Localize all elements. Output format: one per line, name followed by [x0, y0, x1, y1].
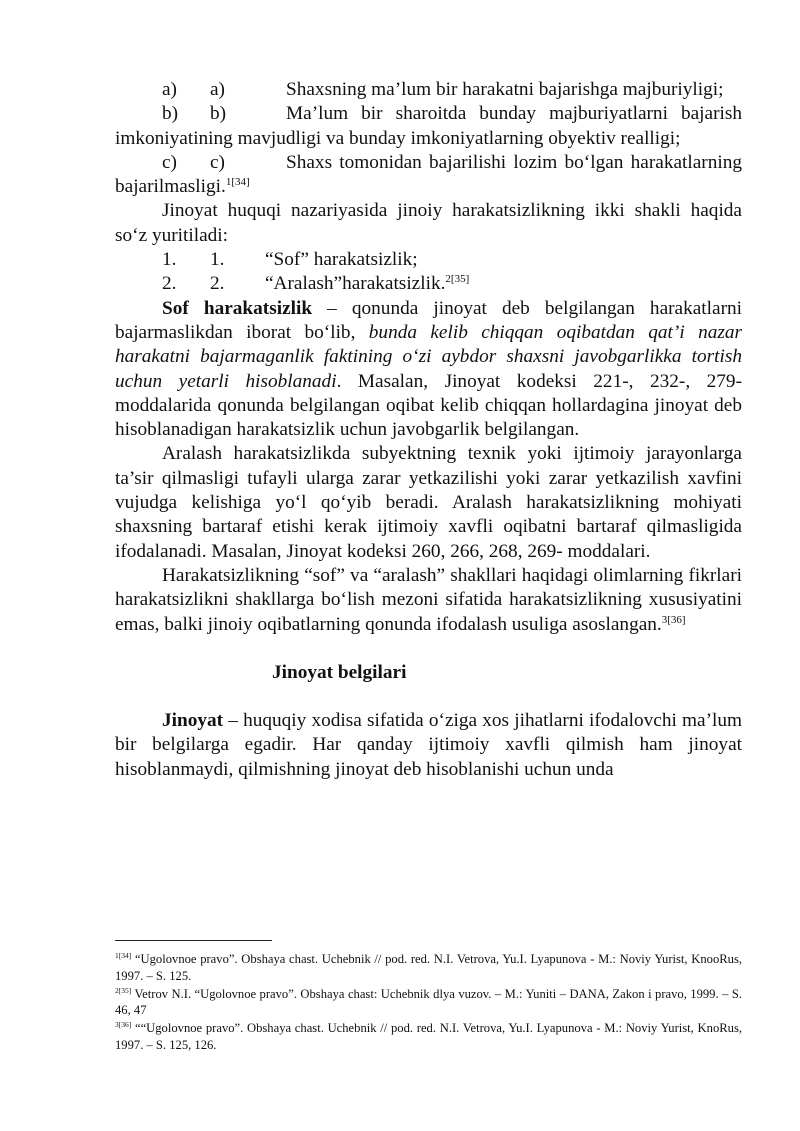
document-body	[115, 78, 742, 782]
footnote-separator	[115, 940, 272, 941]
list-item	[115, 78, 742, 102]
footnote: $^{1[34]}$ “Ugolovnoe pravo”. Obshaya chast. Uchebnik // pod. red. N.I. Vetrova, Yu.I. Lyapunova - M.: Noviy Yurist, KnooRus, 1997. – S. 125.	[115, 951, 742, 983]
footnote: $^{2[35]}$ Vetrov N.I. “Ugolovnoe pravo”. Obshaya chast: Uchebnik dlya vuzov. – M.: Yuniti – DANA, Zakon i pravo, 1999. – S. 46, 47	[115, 985, 742, 1018]
term-bold: Sof harakatsizlik	[162, 297, 313, 319]
paragraph-intro: Jinoyat huquqi nazariyasida jinoiy harakatsizlikning ikki shakli haqida so‘z yuritiladi:	[115, 200, 742, 246]
footnote-mark: 1[34]	[115, 951, 132, 960]
list-marker: 2.	[210, 273, 225, 295]
list-marker: b)	[210, 103, 227, 125]
footnote-ref[interactable]: 3[36]	[661, 613, 686, 626]
list-item-text: Shaxsning ma’lum bir harakatni bajarishga majburiyligi;	[286, 79, 724, 100]
list-item-text: “Sof” harakatsizlik;	[265, 249, 418, 271]
list-marker: c)	[210, 151, 225, 173]
list-item	[115, 248, 742, 272]
list-item	[115, 151, 742, 200]
list-marker: c)	[162, 151, 177, 173]
list-marker: 1.	[210, 249, 225, 271]
footnote-mark: 2[35]	[115, 985, 132, 995]
list-marker: b)	[162, 103, 179, 125]
list-item	[115, 272, 742, 296]
paragraph-jinoyat: Jinoyat – huquqiy xodisa sifatida o‘ziga xos jihatlarni ifodalovchi ma’lum bir belgilarga egadir. Har qanday ijtimoiy xavfli qilmish ham jinoyat hisoblanmaydi, qilmishning jinoyat deb hisoblanishi uchun unda	[115, 710, 742, 780]
list-marker: 1.	[162, 249, 177, 271]
list-marker: a)	[162, 79, 177, 100]
paragraph-sof: Sof harakatsizlik – qonunda jinoyat deb belgilangan harakatlarni bajarmaslikdan iborat bo‘lib, bunda kelib chiqqan oqibatdan qat’i nazar harakatni bajarmaganlik faktining o‘zi aybdor shaxsni javobgarlikka tortish uchun yetarli hisoblanadi. Masalan, Jinoyat kodeksi 221-, 232-, 279- moddalarida qonunda belgilangan oqibat kelib chiqqan hollardagina jinoyat deb hisoblanadigan harakatsizlik uchun javobgarlik belgilangan.	[115, 297, 743, 441]
list-item-text: Shaxs tomonidan bajarilishi lozim bo‘lgan harakatlarning bajarilmasligi.$^{1[34]}$	[115, 151, 742, 198]
paragraph-aralash: Aralash harakatsizlikda subyektning texnik yoki ijtimoiy jarayonlarga ta’sir qilmasligi tufayli ularga zarar yetkazilishi yoki zarar yetkazilish xavfini vujudga kelishiga yo‘l qo‘yib beradi. Aralash harakatsizlikning mohiyati shaxsning bartaraf etishi kerak ijtimoiy xavfli oqibatni bartaraf qilmasligida ifodalanadi. Masalan, Jinoyat kodeksi 260, 266, 268, 269- moddalari.	[115, 443, 742, 562]
list-item-text: “Aralash”harakatsizlik.$^{2[35]}$	[265, 273, 470, 295]
section-heading: Jinoyat belgilari	[272, 661, 407, 683]
footnote-mark: 3[36]	[115, 1020, 132, 1030]
term-bold: Jinoyat	[162, 710, 224, 732]
list-item	[115, 102, 742, 151]
list-marker: 2.	[162, 273, 177, 295]
emphasis: bunda kelib chiqqan oqibatdan qat’i nazar harakatni bajarmaganlik faktining o‘zi aybdor shaxsni javobgarlikka tortish uchun yetarli hisoblanadi	[115, 321, 743, 392]
footnote-ref[interactable]: 1[34]	[225, 176, 250, 189]
list-item-text: Ma’lum bir sharoitda bunday majburiyatlarni bajarish imkoniyatining mavjudligi va bunday imkoniyatlarning obyektiv realligi;	[115, 103, 742, 149]
footnotes	[115, 951, 742, 1055]
footnote-ref[interactable]: 2[35]	[445, 273, 470, 286]
paragraph-fikr: Harakatsizlikning “sof” va “aralash” shakllari haqidagi olimlarning fikrlari harakatsizlikni shakllarga bo‘lish mezoni sifatida harakatsizlikning xususiyatini emas, balki jinoiy oqibatlarning qonunda ifodalash usuliga asoslangan.$^{3[36]}$	[115, 564, 742, 635]
list-marker: a)	[210, 79, 225, 100]
footnote: $^{3[36]}$ ““Ugolovnoe pravo”. Obshaya chast. Uchebnik // pod. red. N.I. Vetrova, Yu.I. Lyapunova - M.: Noviy Yurist, KnoRus, 1997. – S. 125, 126.	[115, 1020, 742, 1052]
